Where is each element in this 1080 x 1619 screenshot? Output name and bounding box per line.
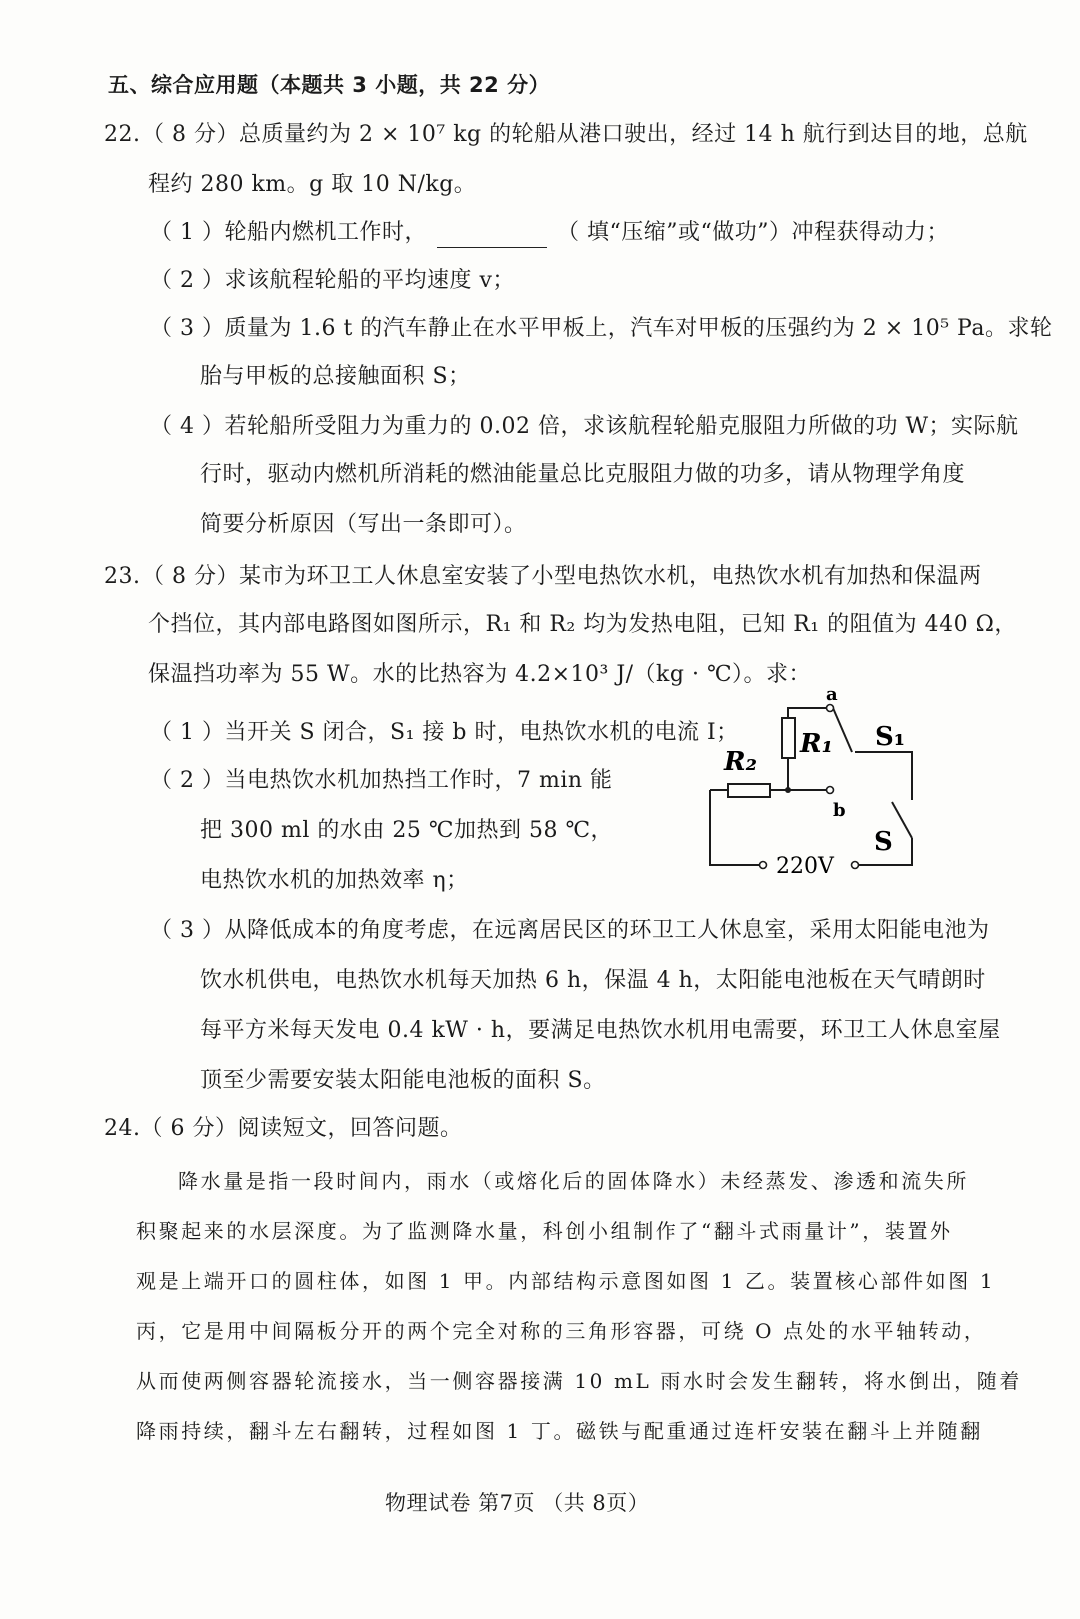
question-23-stem-line	[104, 562, 982, 592]
passage-line-3: 观是上端开口的圆柱体，如图 1 甲。内部结构示意图如图 1 乙。装置核心部件如图 1	[136, 1269, 996, 1293]
question-22-part-2: （ 2 ）求该航程轮船的平均速度 v；	[150, 268, 515, 293]
r2-label: R₂	[724, 747, 757, 777]
answer-blank[interactable]	[437, 225, 547, 248]
terminal-a-label: a	[826, 690, 838, 705]
question-22-stem-line	[104, 120, 1028, 150]
question-23-part-1: （ 1 ）当开关 S 闭合，S₁ 接 b 时，电热饮水机的电流 I；	[150, 720, 739, 745]
question-24-number: 24.	[104, 1116, 141, 1141]
circuit-diagram	[700, 690, 940, 890]
question-23-stem-3: 保温挡功率为 55 W。水的比热容为 4.2×10³ J/（kg · ℃）。求：	[148, 662, 812, 687]
passage-line-6: 降雨持续，翻斗左右翻转，过程如图 1 丁。磁铁与配重通过连杆安装在翻斗上并随翻	[136, 1419, 983, 1443]
section-title: 五、综合应用题（本题共 3 小题，共 22 分）	[108, 73, 551, 97]
question-23-part-3-line-2: 饮水机供电，电热饮水机每天加热 6 h，保温 4 h，太阳能电池板在天气晴朗时	[200, 968, 986, 993]
question-22-part-3-line-1: （ 3 ）质量为 1.6 t 的汽车静止在水平甲板上，汽车对甲板的压强约为 2 × 10⁵ Pa。求轮	[150, 316, 1053, 341]
question-23-part-3-line-4: 顶至少需要安装太阳能电池板的面积 S。	[200, 1068, 606, 1093]
question-23-part-3-line-1: （ 3 ）从降低成本的角度考虑，在远离居民区的环卫工人休息室，采用太阳能电池为	[150, 918, 990, 943]
question-24-stem: （ 6 分）阅读短文，回答问题。	[140, 1116, 463, 1141]
question-22-part-1-a: （ 1 ）轮船内燃机工作时，	[150, 220, 427, 245]
question-23-part-3-line-3: 每平方米每天发电 0.4 kW · h，要满足电热饮水机用电需要，环卫工人休息室屋	[200, 1018, 1001, 1043]
question-22-part-4-line-1: （ 4 ）若轮船所受阻力为重力的 0.02 倍，求该航程轮船克服阻力所做的功 W；实际航	[150, 414, 1019, 439]
switch-s1-label: S₁	[875, 722, 906, 752]
terminal-b-label: b	[833, 800, 846, 821]
question-23-part-2-line-1: （ 2 ）当电热饮水机加热挡工作时，7 min 能	[150, 768, 613, 793]
question-22-part-4-line-2: 行时，驱动内燃机所消耗的燃油能量总比克服阻力做的功多，请从物理学角度	[200, 462, 966, 487]
question-22-part-1-b: （ 填“压缩”或“做功”）冲程获得动力；	[556, 220, 949, 245]
page-footer: 物理试卷 第7页 （共 8页）	[385, 1491, 650, 1515]
question-23-stem-2: 个挡位，其内部电路图如图所示，R₁ 和 R₂ 均为发热电阻，已知 R₁ 的阻值为 440 Ω，	[148, 612, 1017, 637]
question-22-part-1	[150, 218, 949, 248]
question-23-part-2-line-3: 电热饮水机的加热效率 η；	[200, 868, 469, 893]
question-22-stem-1: （ 8 分）总质量约为 2 × 10⁷ kg 的轮船从港口驶出，经过 14 h 航行到达目的地，总航	[142, 122, 1028, 147]
passage-line-5: 从而使两侧容器轮流接水，当一侧容器接满 10 mL 雨水时会发生翻转，将水倒出，随着	[136, 1369, 1022, 1393]
question-22-number: 22.	[104, 122, 141, 147]
voltage-label: 220V	[776, 854, 834, 879]
question-24-stem-line	[104, 1114, 462, 1144]
question-22-stem-2: 程约 280 km。g 取 10 N/kg。	[148, 172, 477, 197]
question-23-stem-1: （ 8 分）某市为环卫工人休息室安装了小型电热饮水机，电热饮水机有加热和保温两	[142, 564, 982, 589]
switch-s-label: S	[874, 827, 893, 857]
passage-line-1: 降水量是指一段时间内，雨水（或熔化后的固体降水）未经蒸发、渗透和流失所	[178, 1169, 969, 1193]
passage-line-4: 丙，它是用中间隔板分开的两个完全对称的三角形容器，可绕 O 点处的水平轴转动，	[136, 1319, 987, 1343]
question-22-part-4-line-3: 简要分析原因（写出一条即可）。	[200, 512, 527, 537]
r1-label: R₁	[800, 729, 833, 759]
question-23-number: 23.	[104, 564, 141, 589]
question-22-part-3-line-2: 胎与甲板的总接触面积 S；	[200, 364, 471, 389]
question-23-part-2-line-2: 把 300 ml 的水由 25 ℃加热到 58 ℃，	[200, 818, 614, 843]
passage-line-2: 积聚起来的水层深度。为了监测降水量，科创小组制作了“翻斗式雨量计”，装置外	[136, 1219, 953, 1243]
